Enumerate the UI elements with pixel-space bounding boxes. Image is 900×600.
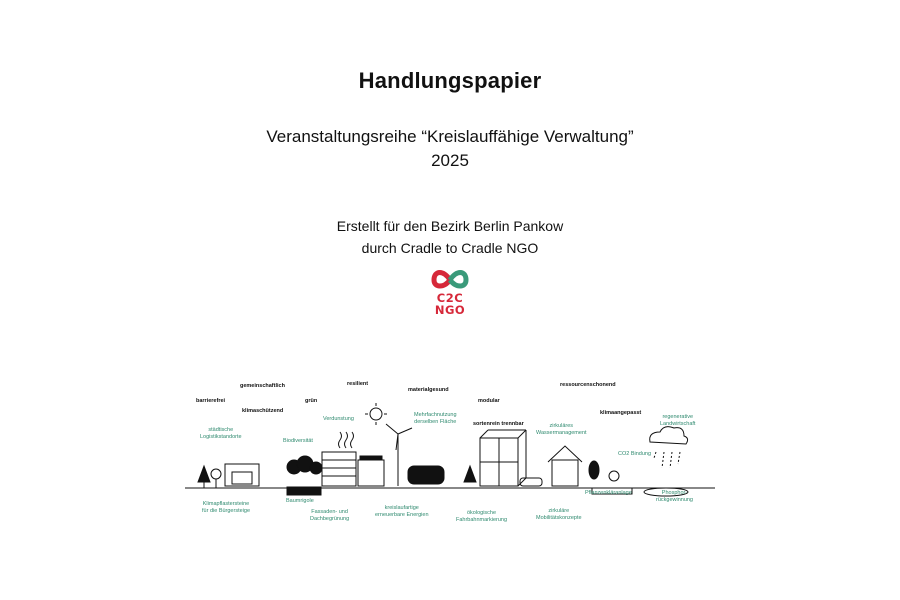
house-icon	[552, 460, 578, 486]
annotation-landwirtschaft: regenerative Landwirtschaft	[660, 414, 696, 427]
credits-line-2: durch Cradle to Cradle NGO	[361, 240, 539, 256]
logo-text-ngo: NGO	[434, 303, 466, 317]
keyword-gruen: grün	[305, 398, 318, 404]
cloud-icon	[650, 427, 688, 444]
solar-building	[358, 460, 384, 486]
annotation-wasser: zirkuläres Wassermanagement	[536, 423, 587, 436]
annotation-biodiversitaet: Biodiversität	[283, 438, 313, 444]
annotation-logistik: städtische Logistikstandorte	[200, 427, 242, 440]
annotation-pflanzen: Pflanzenkläranlage	[585, 490, 632, 496]
annotation-mehrfachnutzung: Mehrfachnutzung derselben Fläche	[414, 412, 457, 425]
annotation-fassaden: Fassaden- und Dachbegrünung	[310, 509, 350, 522]
green-facade-building	[322, 452, 356, 486]
keyword-sortenrein: sortenrein trennbar	[473, 421, 524, 427]
logo-text-c2c: C2C	[436, 291, 464, 305]
tree-icon	[609, 471, 619, 481]
tram-icon	[408, 466, 444, 484]
document-title: Handlungspapier	[358, 68, 542, 93]
infinity-loop-icon	[424, 268, 476, 292]
tree-icon	[211, 469, 221, 479]
annotation-phosphor: Phosphor- rückgewinnung	[656, 490, 693, 503]
annotation-fahrbahn: ökologische Fahrbahnmarkierung	[456, 510, 508, 523]
keyword-modular: modular	[478, 398, 500, 404]
event-series-subtitle	[0, 125, 900, 173]
car-icon	[520, 478, 542, 486]
annotation-mobilitaet: zirkuläre Mobilitätskonzepte	[536, 508, 582, 521]
keyword-klimaschuetzend: klimaschützend	[242, 408, 284, 414]
tree-icon	[198, 466, 210, 482]
credits-line-1: Erstellt für den Bezirk Berlin Pankow	[336, 218, 564, 234]
annotation-energien: kreislaufartige erneuerbare Energien	[375, 505, 429, 518]
baumrigole-box	[287, 487, 321, 495]
annotation-verdunstung: Verdunstung	[323, 416, 354, 422]
sun-icon	[370, 408, 382, 420]
circular-city-illustration	[180, 372, 720, 532]
evaporation-lines	[339, 432, 342, 448]
keyword-gemeinschaftlich: gemeinschaftlich	[240, 383, 285, 389]
annotation-co2: CO2 Bindung	[618, 451, 652, 457]
credits-block	[0, 215, 900, 259]
c2c-ngo-logo	[424, 268, 476, 318]
logistics-building	[225, 464, 259, 486]
annotation-klimaflaster: Klimapflastersteine für die Bürgersteige	[202, 501, 250, 514]
subtitle-year: 2025	[431, 151, 469, 170]
keyword-resilient: resilient	[347, 381, 369, 387]
subtitle-line-1: Veranstaltungsreihe “Kreislauffähige Verwaltung”	[266, 127, 634, 146]
tree-icon	[589, 461, 599, 479]
keyword-barrierefrei: barrierefrei	[196, 398, 226, 404]
annotation-baumrigole: Baumrigole	[286, 498, 314, 504]
keyword-materialgesund: materialgesund	[408, 387, 449, 393]
tree-icon	[464, 466, 476, 482]
keyword-ressourcenschonend: ressourcenschonend	[560, 382, 616, 388]
keyword-klimaangepasst: klimaangepasst	[600, 410, 642, 416]
